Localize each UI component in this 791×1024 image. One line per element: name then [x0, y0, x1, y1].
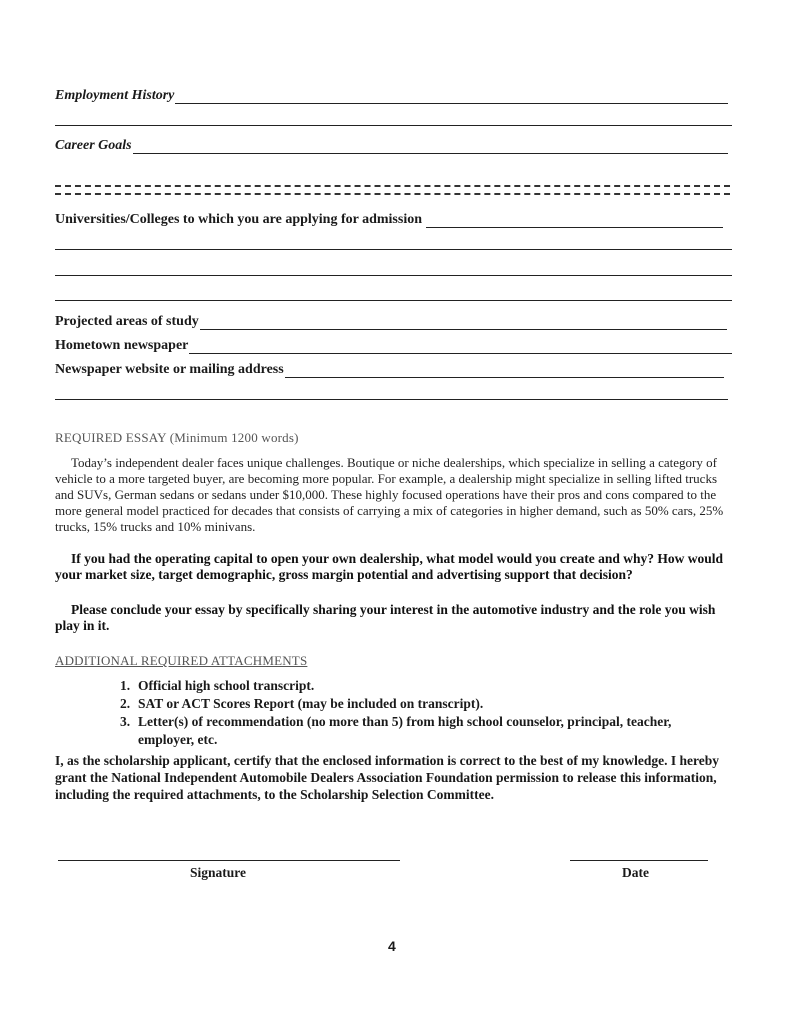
universities-extra-line-3[interactable]	[55, 300, 732, 301]
essay-intro: Today’s independent dealer faces unique challenges. Boutique or niche dealerships, which specialize in selling a category of vehicle to a more targeted buyer, are becoming more popular. For example, a dealership might specialize in selling lifted trucks and SUVs, German sedans or sedans under $10,000. These highly focused operations have their pros and cons compared to the more general model practiced for decades that consists of carrying a mix of categories in higher demand, such as 50% cars, 25% trucks, 15% trucks and 10% minivans.	[55, 455, 724, 534]
date-line[interactable]	[570, 860, 708, 861]
attachments-heading: ADDITIONAL REQUIRED ATTACHMENTS	[55, 653, 308, 668]
newspaper-address-label: Newspaper website or mailing address	[55, 362, 284, 377]
list-item-text: SAT or ACT Scores Report (may be included on transcript).	[138, 696, 484, 711]
list-item	[120, 677, 680, 695]
employment-history-label: Employment History	[55, 88, 175, 103]
hometown-newspaper-field[interactable]	[55, 338, 732, 354]
universities-extra-line-1[interactable]	[55, 249, 732, 250]
signature-label: Signature	[190, 865, 247, 880]
newspaper-address-line[interactable]	[285, 365, 724, 378]
list-item	[120, 695, 680, 713]
employment-history-field[interactable]	[55, 88, 728, 104]
newspaper-address-field[interactable]	[55, 362, 724, 378]
newspaper-address-extra-line[interactable]	[55, 399, 728, 400]
date-label: Date	[622, 865, 649, 880]
section-divider	[55, 185, 730, 195]
essay-question: If you had the operating capital to open your own dealership, what model would you create and why? How would your market size, target demographic, gross margin potential and advertising support that decision?	[55, 551, 724, 582]
hometown-newspaper-label: Hometown newspaper	[55, 338, 189, 353]
essay-heading: REQUIRED ESSAY (Minimum 1200 words)	[55, 430, 299, 445]
universities-field[interactable]	[55, 212, 723, 228]
employment-history-extra-line[interactable]	[55, 125, 732, 126]
list-item	[120, 713, 680, 749]
projected-study-field[interactable]	[55, 314, 727, 330]
essay-conclusion: Please conclude your essay by specifically sharing your interest in the automotive industry and the role you wish play in it.	[55, 602, 716, 633]
attachments-list	[120, 677, 680, 749]
page-number: 4	[388, 938, 396, 954]
career-goals-line[interactable]	[133, 141, 728, 154]
list-item-text: Letter(s) of recommendation (no more than 5) from high school counselor, principal, teacher, employer, etc.	[138, 714, 672, 747]
employment-history-line[interactable]	[175, 91, 728, 104]
signature-line[interactable]	[58, 860, 400, 861]
list-item-text: Official high school transcript.	[138, 678, 315, 693]
certification-statement: I, as the scholarship applicant, certify that the enclosed information is correct to the best of my knowledge. I hereby grant the National Independent Automobile Dealers Association Foundation permission to release this information, including the required attachments, to the Scholarship Selection Committee.	[55, 753, 719, 802]
hometown-newspaper-line[interactable]	[189, 341, 732, 354]
career-goals-field[interactable]	[55, 138, 728, 154]
projected-study-label: Projected areas of study	[55, 314, 199, 329]
career-goals-label: Career Goals	[55, 138, 132, 153]
universities-label: Universities/Colleges to which you are applying for admission	[55, 212, 423, 227]
list-item-number: 1.	[120, 678, 131, 693]
projected-study-line[interactable]	[200, 317, 727, 330]
universities-line[interactable]	[426, 215, 723, 228]
list-item-number: 3.	[120, 714, 131, 729]
universities-extra-line-2[interactable]	[55, 275, 732, 276]
list-item-number: 2.	[120, 696, 131, 711]
